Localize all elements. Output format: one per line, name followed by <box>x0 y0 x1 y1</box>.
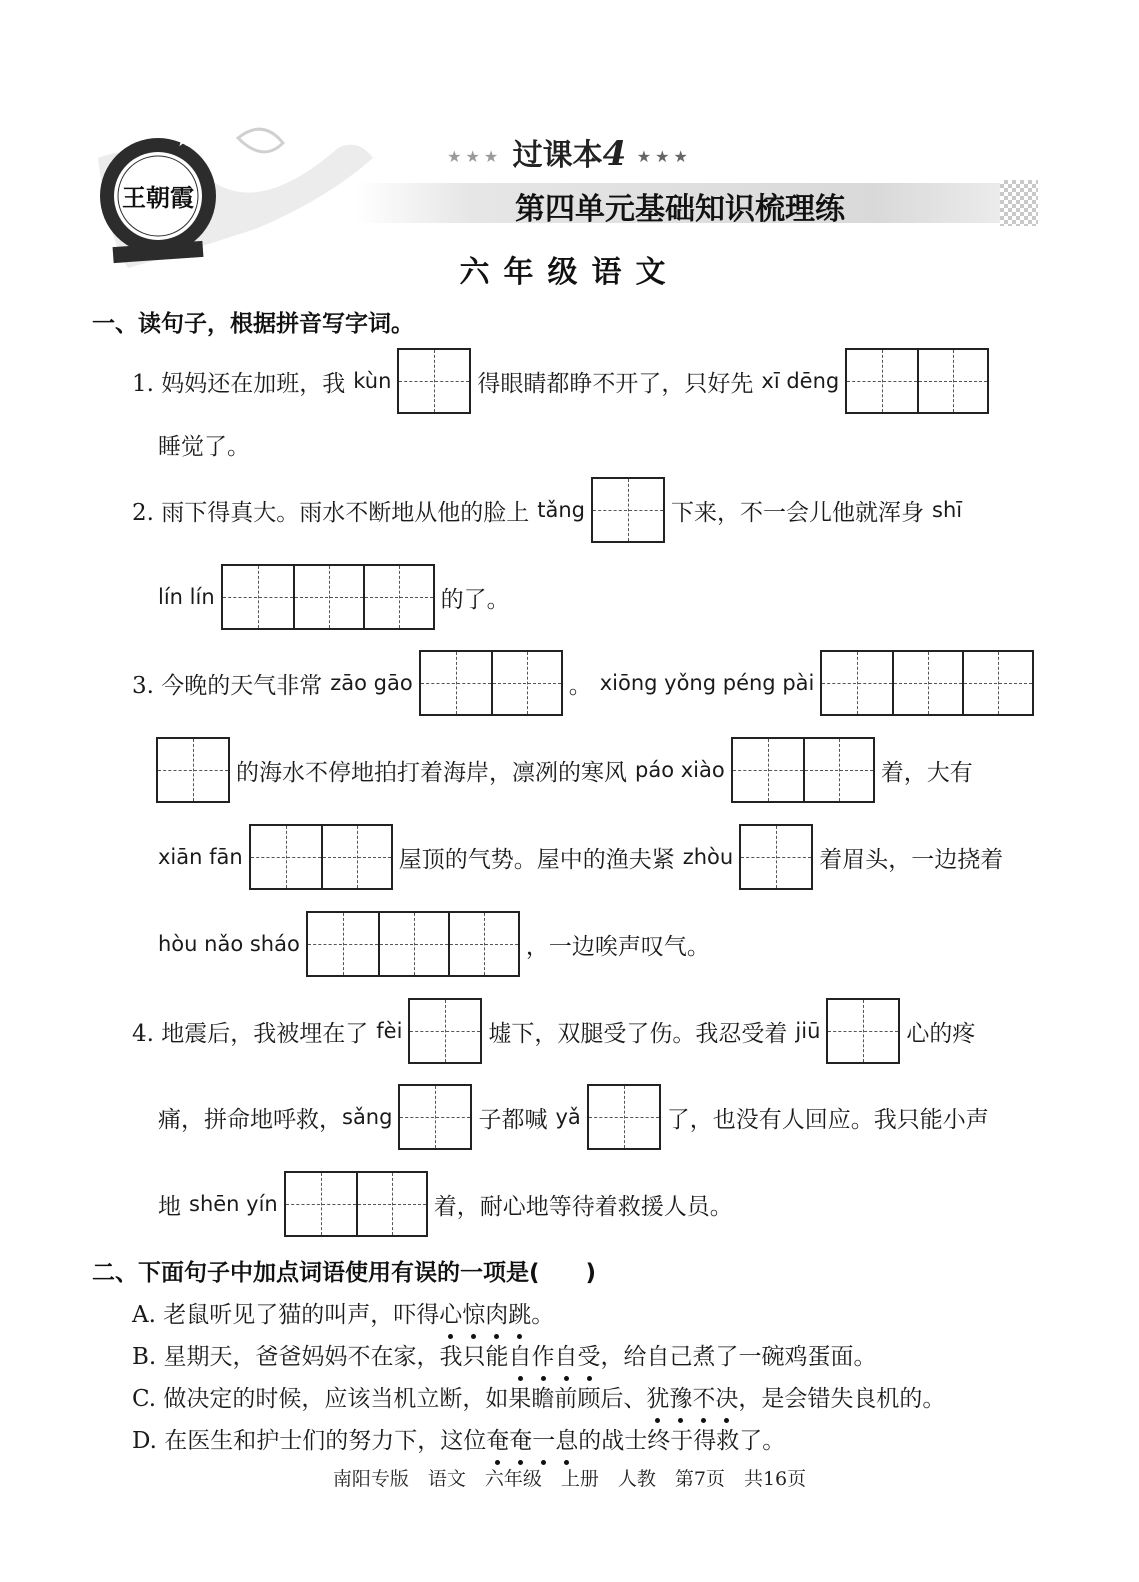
q3-line2: 的海水不停地拍打着海岸，凛冽的寒风 páo xiào 着，大有 <box>150 734 973 806</box>
answer-box[interactable] <box>587 1084 661 1150</box>
q3-line3: xiān fān 屋顶的气势。屋中的渔夫紧 zhòu 着眉头，一边挠着 <box>158 821 1003 893</box>
option-c[interactable]: C. 做决定的时候，应该当机立断，如果瞻前顾后、犹豫不决，是会错失良机的。 <box>132 1380 945 1413</box>
svg-text:★: ★ <box>146 120 163 141</box>
section2-heading: 二、下面句子中加点词语使用有误的一项是( ) <box>92 1260 597 1286</box>
answer-box[interactable] <box>249 824 393 890</box>
answer-box[interactable] <box>820 650 1034 716</box>
answer-box[interactable] <box>826 998 900 1064</box>
option-b[interactable]: B. 星期天，爸爸妈妈不在家，我只能自作自受，给自己煮了一碗鸡蛋面。 <box>132 1338 877 1371</box>
q4-line3: 地 shēn yín 着，耐心地等待着救援人员。 <box>158 1168 733 1240</box>
q3-line4: hòu nǎo sháo ，一边唉声叹气。 <box>158 908 710 980</box>
q2-line2: lín lín 的了。 <box>158 561 510 633</box>
page-footer: 南阳专版 语文 六年级 上册 人教 第7页 共16页 <box>332 1468 807 1490</box>
series-title: ★★★ 过课本4 ★★★ <box>447 134 692 174</box>
answer-box[interactable] <box>591 477 665 543</box>
subject-title: 六年级语文 <box>459 255 680 290</box>
option-d[interactable]: D. 在医生和护士们的努力下，这位奄奄一息的战士终于得救了。 <box>132 1422 785 1455</box>
banner-pattern <box>1000 180 1038 226</box>
answer-box[interactable] <box>845 348 989 414</box>
answer-box[interactable] <box>731 737 875 803</box>
q2-line1: 2. 雨下得真大。雨水不断地从他的脸上 tǎng 下来，不一会儿他就浑身 shī <box>132 474 962 546</box>
section1-heading: 一、读句子，根据拼音写字词。 <box>92 311 414 337</box>
svg-text:★: ★ <box>118 131 133 150</box>
answer-box[interactable] <box>398 1084 472 1150</box>
answer-box[interactable] <box>284 1171 428 1237</box>
option-a[interactable]: A. 老鼠听见了猫的叫声，吓得心惊肉跳。 <box>132 1296 554 1329</box>
unit-title: 第四单元基础知识梳理练 <box>515 192 845 227</box>
answer-box[interactable] <box>739 824 813 890</box>
answer-box[interactable] <box>156 737 230 803</box>
answer-box[interactable] <box>419 650 563 716</box>
q1-line1: 1. 妈妈还在加班，我 kùn 得眼睛都睁不开了，只好先 xī dēng <box>132 345 995 417</box>
svg-text:★: ★ <box>176 131 191 150</box>
q1-line2: 睡觉了。 <box>158 433 250 460</box>
answer-box[interactable] <box>306 911 520 977</box>
q4-line1: 4. 地震后，我被埋在了 fèi 墟下，双腿受了伤。我忍受着 jiū 心的疼 <box>132 995 975 1067</box>
svg-text:王朝霞: 王朝霞 <box>122 183 194 212</box>
answer-box[interactable] <box>221 564 435 630</box>
q4-line2: 痛，拼命地呼救， sǎng 子都喊 yǎ 了，也没有人回应。我只能小声 <box>158 1081 989 1153</box>
answer-box[interactable] <box>397 348 471 414</box>
answer-box[interactable] <box>408 998 482 1064</box>
q3-line1: 3. 今晚的天气非常 zāo gāo 。 xiōng yǒng péng pài <box>132 647 1040 719</box>
